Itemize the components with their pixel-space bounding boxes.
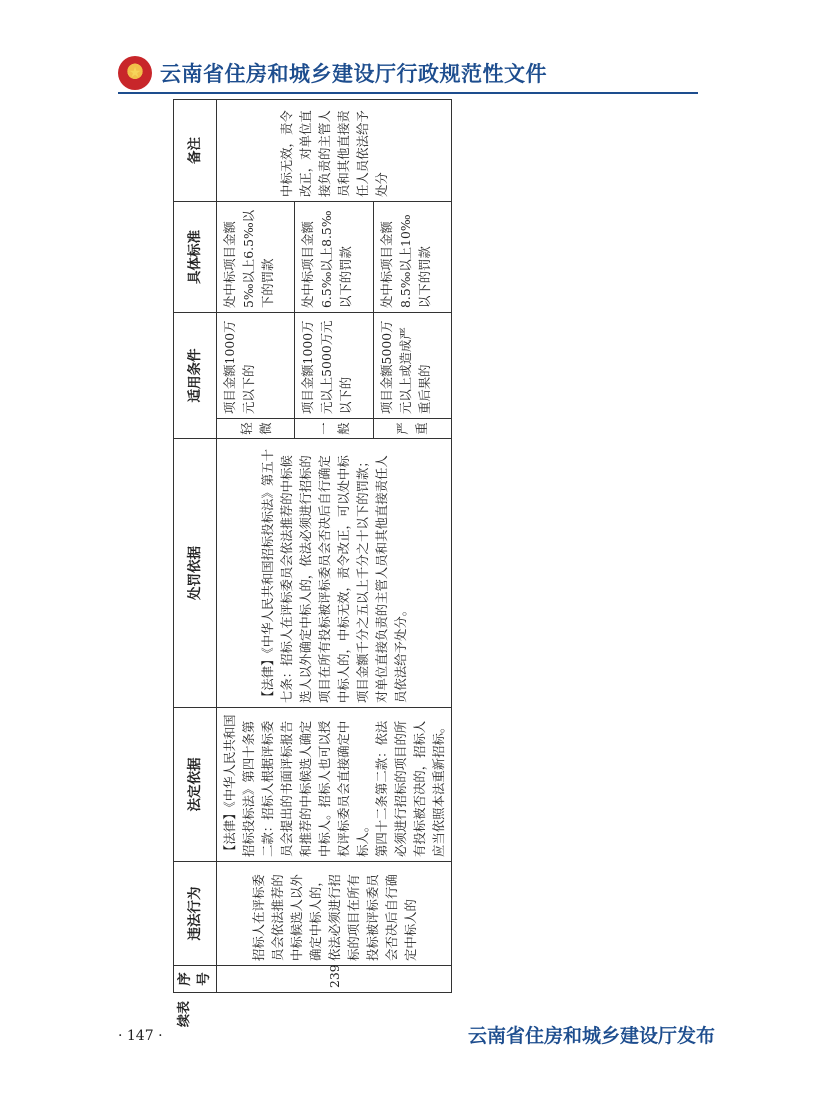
national-emblem-icon: ★ — [118, 56, 152, 90]
remark-cell: 中标无效，责令改正，对单位直接负责的主管人员和其他直接责任人员依法给予处分 — [217, 100, 452, 202]
table-row — [217, 100, 295, 993]
header-standard: 具体标准 — [174, 202, 217, 313]
condition-severe: 项目金额5000万元以上或造成严重后果的 — [373, 313, 451, 419]
page-number: · 147 · — [118, 1028, 163, 1044]
standard-general: 处中标项目金额6.5‰以上8.5‰以下的罚款 — [295, 202, 373, 313]
continued-label: 续表 — [177, 1000, 192, 1027]
level-severe: 严重 — [373, 419, 451, 439]
header-divider — [118, 92, 698, 94]
rotated-table-canvas — [173, 100, 446, 1027]
illegal-act-cell: 招标人在评标委员会依法推荐的中标候选人以外确定中标人的，依法必须进行招标的项目在所有投标被评标委员会否决后自行确定中标人的 — [217, 862, 452, 966]
document-header-title: 云南省住房和城乡建设厅行政规范性文件 — [160, 62, 547, 86]
level-general: 一般 — [295, 419, 373, 439]
condition-general: 项目金额1000万元以上5000万元以下的 — [295, 313, 373, 419]
header-condition: 适用条件 — [174, 313, 217, 439]
header-legal-basis: 法定依据 — [174, 708, 217, 862]
penalty-basis-cell: 【法律】《中华人民共和国招标投标法》第五十七条：招标人在评标委员会依法推荐的中标候选人以外确定中标人的，依法必须进行招标的项目在所有投标被评标委员会否决后自行确定中标人的，中标无效，责令改正，可以处中标项目金额千分之五以上千分之十以下的罚款；对单位直接负责的主管人员和其他直接责任人员依法给予处分。 — [217, 439, 452, 708]
condition-minor: 项目金额1000万元以下的 — [217, 313, 295, 419]
document-header — [118, 55, 547, 91]
header-no: 序号 — [174, 966, 217, 993]
row-number: 239 — [217, 966, 452, 993]
standard-severe: 处中标项目金额8.5‰以上10‰以下的罚款 — [373, 202, 451, 313]
publisher-footer: 云南省住房和城乡建设厅发布 — [468, 1025, 716, 1047]
header-penalty-basis: 处罚依据 — [174, 439, 217, 708]
header-remark: 备注 — [174, 100, 217, 202]
standard-minor: 处中标项目金额5‰以上6.5‰以下的罚款 — [217, 202, 295, 313]
legal-basis-cell: 【法律】《中华人民共和国招标投标法》第四十条第二款：招标人根据评标委员会提出的书面评标报告和推荐的中标候选人确定中标人。招标人也可以授权评标委员会直接确定中标人。 第四十二条第二款：依法必须进行招标的项目的所有投标被否决的，招标人应当依照本法重新招标。 — [217, 708, 452, 862]
level-minor: 轻微 — [217, 419, 295, 439]
header-act: 违法行为 — [174, 862, 217, 966]
rotated-table-wrapper — [173, 100, 446, 1027]
table-header-row — [174, 100, 217, 993]
penalty-standard-table — [173, 99, 452, 993]
